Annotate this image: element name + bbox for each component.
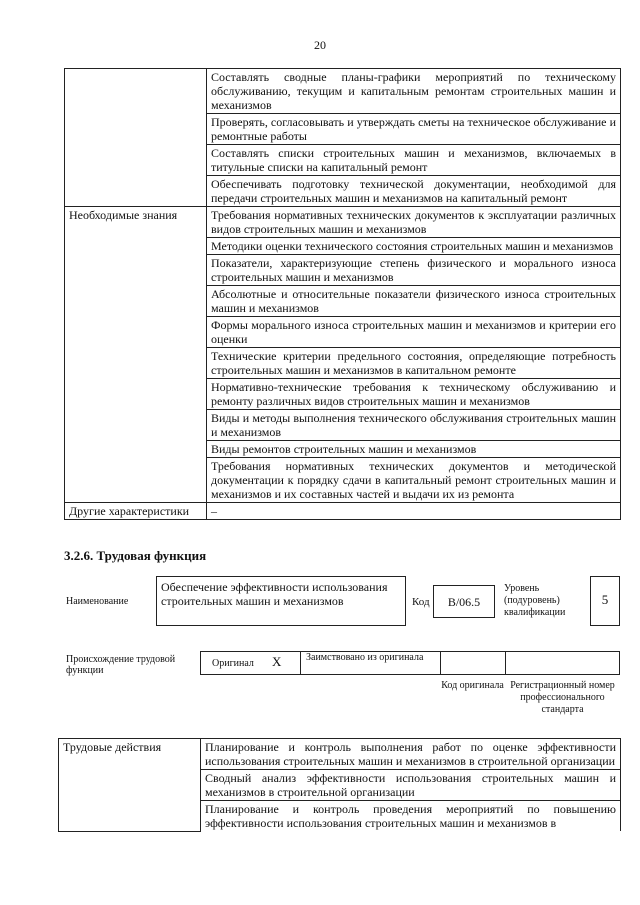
row-text: Требования нормативных технических документов и методической документации к порядку сдачи в капитальный ремонт строительных машин и механизмов и их составных частей и выдачи их из ремонта	[207, 458, 621, 503]
labor-actions-label: Трудовые действия	[59, 739, 201, 832]
name-label: Наименование	[66, 596, 129, 607]
labor-action-text: Сводный анализ эффективности использования строительных машин и механизмов в строительной организации	[201, 770, 621, 801]
row-text: Составлять списки строительных машин и механизмов, включаемых в титульные списки на капитальный ремонт	[207, 145, 621, 176]
function-code-box: В/06.5	[433, 585, 495, 618]
table-row	[65, 207, 621, 238]
original-mark: X	[272, 654, 282, 669]
code-label: Код	[412, 596, 430, 608]
origin-divider	[505, 651, 506, 675]
row-text: Виды ремонтов строительных машин и механизмов	[207, 441, 621, 458]
row-text: Абсолютные и относительные показатели физического износа строительных машин и механизмов	[207, 286, 621, 317]
row-text: Технические критерии предельного состояния, определяющие потребность строительных машин и механизмов в капитальном ремонте	[207, 348, 621, 379]
row-text: Показатели, характеризующие степень физического и морального износа строительных машин и механизмов	[207, 255, 621, 286]
registration-number-label: Регистрационный номер профессионального стандарта	[510, 680, 615, 715]
origin-divider	[300, 651, 301, 675]
labor-actions-table	[58, 738, 621, 832]
row-text: Проверять, согласовывать и утверждать сметы на техническое обслуживание и ремонтные работы	[207, 114, 621, 145]
row-text: Обеспечивать подготовку технической документации, необходимой для передачи строительных машин и механизмов на капитальный ремонт	[207, 176, 621, 207]
labor-action-text: Планирование и контроль выполнения работ по оценке эффективности использования строительных машин и механизмов в строительной организации	[201, 739, 621, 770]
table-row	[65, 503, 621, 520]
origin-divider	[440, 651, 441, 675]
qualification-level-label: Уровень (подуровень) квалификации	[504, 583, 566, 618]
function-name-box: Обеспечение эффективности использования строительных машин и механизмов	[156, 576, 406, 626]
original-label: Оригинал	[212, 658, 254, 669]
row-text: –	[207, 503, 621, 520]
row-label	[65, 69, 207, 207]
origin-label: Происхождение трудовой функции	[66, 654, 176, 676]
qualification-level-box: 5	[590, 576, 620, 626]
table-row	[65, 69, 621, 114]
page-number: 20	[314, 38, 326, 52]
table-row	[59, 739, 621, 770]
section-title: 3.2.6. Трудовая функция	[64, 548, 207, 563]
row-text: Методики оценки технического состояния строительных машин и механизмов	[207, 238, 621, 255]
row-text: Формы морального износа строительных машин и механизмов и критерии его оценки	[207, 317, 621, 348]
row-label: Другие характеристики	[65, 503, 207, 520]
labor-action-text: Планирование и контроль проведения мероприятий по повышению эффективности использования строительных машин и механизмов в	[201, 801, 621, 832]
row-text: Нормативно-технические требования к техническому обслуживанию и ремонту различных видов строительных машин и механизмов	[207, 379, 621, 410]
knowledge-skills-table	[64, 68, 621, 520]
row-text: Требования нормативных технических документов к эксплуатации различных видов строительных машин и механизмов	[207, 207, 621, 238]
row-text: Составлять сводные планы-графики мероприятий по техническому обслуживанию, текущим и капитальным ремонтам строительных машин и механизмов	[207, 69, 621, 114]
row-text: Виды и методы выполнения технического обслуживания строительных машин и механизмов	[207, 410, 621, 441]
borrowed-label: Заимствовано из оригинала	[306, 652, 424, 663]
code-original-label: Код оригинала	[441, 680, 504, 691]
row-label: Необходимые знания	[65, 207, 207, 503]
